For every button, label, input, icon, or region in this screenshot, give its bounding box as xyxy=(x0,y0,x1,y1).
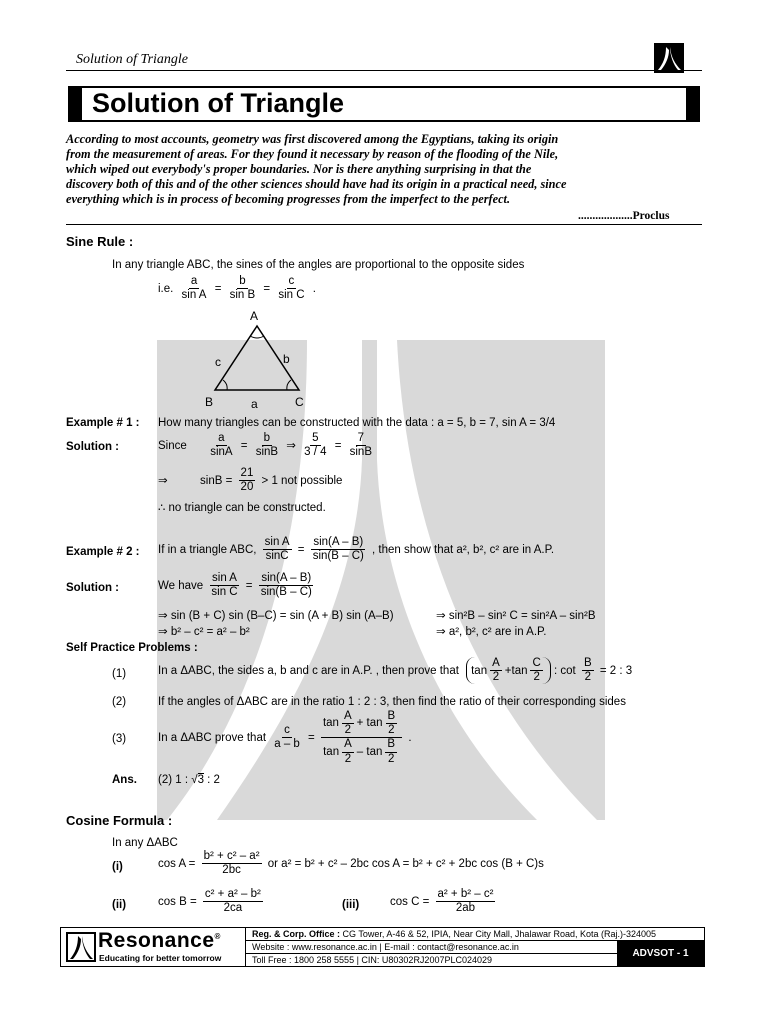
solution-2-line-1 xyxy=(158,572,317,599)
question-text: If in a triangle ABC, xyxy=(158,543,257,556)
fraction: $\frac{7}{\sin B}$ xyxy=(349,432,372,459)
fraction: $\frac{\text{a² + b² – c²}}{2ab}$ xyxy=(437,888,494,915)
equals: = xyxy=(297,543,305,556)
question-text: , then show that a², b², c² are in A.P. xyxy=(372,543,555,556)
vertex-label-b: B xyxy=(205,395,214,409)
title-bar-right xyxy=(686,86,700,122)
fraction: $\frac{5}{3 / 4}$ xyxy=(304,432,327,459)
intro-line: which wiped out everybody's proper boundaries. Nor is there anything surprising in that the xyxy=(66,162,532,176)
ie-label: i.e. xyxy=(158,282,174,295)
resonance-logo-icon xyxy=(654,43,684,73)
cosine-i-label: (i) xyxy=(112,861,123,873)
cosine-i-rest: or a² = b² + c² – 2bc cos A = b² + c² + 2bc cos (B + C)s xyxy=(267,857,544,870)
fraction: $\frac{A}{2}$ xyxy=(492,657,500,684)
fraction: $\frac{\text{c² + a² – b²}}{2ca}$ xyxy=(204,888,261,915)
cot-text: : cot xyxy=(554,664,576,677)
solution-2-step-1b: ⇒ sin²B – sin² C = sin²A – sin²B xyxy=(436,610,596,622)
we-have-text: We have xyxy=(158,579,204,592)
fraction: $\frac{\text{sin A}}{\sin C}$ xyxy=(264,536,290,563)
page-code-badge: ADVSOT - 1 xyxy=(617,941,704,966)
side-label-b: b xyxy=(283,352,290,366)
equals: = xyxy=(308,731,315,744)
solution-2-step-2b: ⇒ a², b², c² are in A.P. xyxy=(436,626,547,638)
example-2-question xyxy=(158,536,554,563)
implies-icon: ⇒ xyxy=(158,474,168,487)
triangle-figure xyxy=(195,306,320,411)
equals: = xyxy=(245,579,253,592)
fraction: tan $\frac{A}{2}$ + tan $\frac{B}{2}$ tan $\frac{A}{2}$ – tan $\frac{B}{2}$ xyxy=(321,710,402,766)
intro-line: everything which is in process of becoming progresses from the imperfect to the perfect. xyxy=(66,192,511,206)
since-text: Since xyxy=(158,439,187,452)
title-bottom-rule xyxy=(82,120,686,122)
brand-name: Resonance® xyxy=(98,929,221,952)
sine-rule-statement: In any triangle ABC, the sines of the angles are proportional to the opposite sides xyxy=(112,259,525,271)
fraction: $\frac{B}{2}$ xyxy=(583,657,592,684)
solution-1-line-1 xyxy=(158,432,377,459)
fraction: $\frac{b}{\sin B}$ xyxy=(255,432,279,459)
implies-icon: ⇒ xyxy=(286,439,296,452)
self-practice-heading: Self Practice Problems : xyxy=(66,642,198,654)
cos-b-text: cos B = xyxy=(158,895,197,908)
intro-line: discovery both of this and of the other sciences should have had its origin in a practical need, since xyxy=(66,177,567,191)
answer-text: (2) 1 : xyxy=(158,774,189,786)
answer xyxy=(158,774,220,786)
page-title: Solution of Triangle xyxy=(92,88,344,118)
sinb-text: sinB = xyxy=(200,474,233,487)
cosine-ii xyxy=(158,888,266,915)
period: . xyxy=(408,731,412,744)
cosine-ii-label: (ii) xyxy=(112,899,127,911)
intro-line: According to most accounts, geometry was first discovered among the Egyptians, taking its origin xyxy=(66,132,559,146)
period: . xyxy=(312,282,316,295)
equals: = xyxy=(263,282,271,295)
footer-row-rule-2 xyxy=(245,953,617,954)
footer-office: Reg. & Corp. Office : CG Tower, A-46 & 52, IPIA, Near City Mall, Jhalawar Road, Kota (Raj.)-324005 xyxy=(252,929,657,939)
problem-2-number: (2) xyxy=(112,696,127,708)
fraction: $\frac{\text{b² + c² – a²}}{2bc}$ xyxy=(203,850,260,877)
fraction: $\frac{a}{\sin A}$ xyxy=(210,432,233,459)
vertex-label-a: A xyxy=(250,309,259,323)
tan-text: tan xyxy=(471,664,488,677)
title-bar-left xyxy=(68,86,82,122)
fraction: $\frac{C}{2}$ xyxy=(532,657,541,684)
solution-2-label: Solution : xyxy=(66,582,120,594)
fraction: $\frac{c}{\text{sin C}}$ xyxy=(278,275,305,302)
solution-1-conclusion: ∴ no triangle can be constructed. xyxy=(158,502,326,514)
section-heading-cosine: Cosine Formula : xyxy=(66,813,173,828)
root-value: 3 xyxy=(197,774,204,786)
not-possible-text: > 1 not possible xyxy=(261,474,343,487)
fraction: $\frac{\sin(A - B)}{\sin(B - C)}$ xyxy=(260,572,312,599)
side-label-c: c xyxy=(215,355,221,369)
problem-3 xyxy=(158,710,412,766)
example-1-question: How many triangles can be constructed with the data : a = 5, b = 7, sin A = 3/4 xyxy=(158,417,556,429)
fraction: $\frac{\sin(A - B)}{\sin(B - C)}$ xyxy=(312,536,364,563)
vertex-label-c: C xyxy=(295,395,304,409)
solution-1-line-2 xyxy=(158,467,342,494)
footer-divider xyxy=(245,927,246,967)
cos-a-text: cos A = xyxy=(158,857,196,870)
problem-text: In a ΔABC prove that xyxy=(158,731,267,744)
intro-line: from the measurement of areas. For they found it necessary by reason of the flooding of the Nile, xyxy=(66,147,559,161)
equals: = xyxy=(334,439,342,452)
side-label-a: a xyxy=(251,397,258,411)
ratio-text: = 2 : 3 xyxy=(599,664,633,677)
sine-rule-formula xyxy=(158,275,316,302)
footer-website[interactable]: Website : www.resonance.ac.in | E-mail : contact@resonance.ac.in xyxy=(252,942,519,952)
cosine-iii xyxy=(390,888,498,915)
solution-2-step-2: ⇒ b² – c² = a² – b² xyxy=(158,626,250,638)
problem-1 xyxy=(158,657,632,684)
example-2-label: Example # 2 : xyxy=(66,546,140,558)
fraction: $\frac{21}{20}$ xyxy=(240,467,254,494)
solution-1-label: Solution : xyxy=(66,441,120,453)
solution-2-step-1: ⇒ sin (B + C) sin (B–C) = sin (A + B) sin (A–B) xyxy=(158,610,394,622)
section-heading-sine-rule: Sine Rule : xyxy=(66,234,134,249)
answer-text: : 2 xyxy=(207,774,220,786)
problem-3-number: (3) xyxy=(112,733,127,745)
intro-quote xyxy=(66,132,702,207)
header-rule xyxy=(66,70,702,71)
fraction: $\frac{b}{\text{sin B}}$ xyxy=(229,275,256,302)
problem-text: In a ΔABC, the sides a, b and c are in A.P. , then prove that xyxy=(158,664,459,677)
cosine-i xyxy=(158,850,544,877)
intro-rule xyxy=(66,224,702,225)
fraction: $\frac{\text{sin A}}{\text{sin C}}$ xyxy=(211,572,238,599)
sqrt-icon: √ xyxy=(191,774,198,786)
equals: = xyxy=(240,439,248,452)
cos-c-text: cos C = xyxy=(390,895,430,908)
fraction: $\frac{a}{\text{sin A}}$ xyxy=(181,275,207,302)
plus-tan-text: +tan xyxy=(504,664,528,677)
footer-toll-free: Toll Free : 1800 258 5555 | CIN: U80302RJ2007PLC024029 xyxy=(252,955,492,965)
quote-attribution: ...................Proclus xyxy=(578,210,670,222)
answer-label: Ans. xyxy=(112,774,137,786)
problem-2: If the angles of ΔABC are in the ratio 1 : 2 : 3, then find the ratio of their corresponding sides xyxy=(158,696,626,708)
cosine-iii-label: (iii) xyxy=(342,899,360,911)
problem-1-number: (1) xyxy=(112,668,127,680)
cosine-intro: In any ΔABC xyxy=(112,837,178,849)
fraction: $\frac{c}{a - b}$ xyxy=(274,724,300,751)
running-title: Solution of Triangle xyxy=(76,52,189,67)
example-1-label: Example # 1 : xyxy=(66,417,140,429)
brand-logo-icon xyxy=(66,932,96,962)
equals: = xyxy=(214,282,222,295)
brand-tagline: Educating for better tomorrow xyxy=(99,953,222,963)
